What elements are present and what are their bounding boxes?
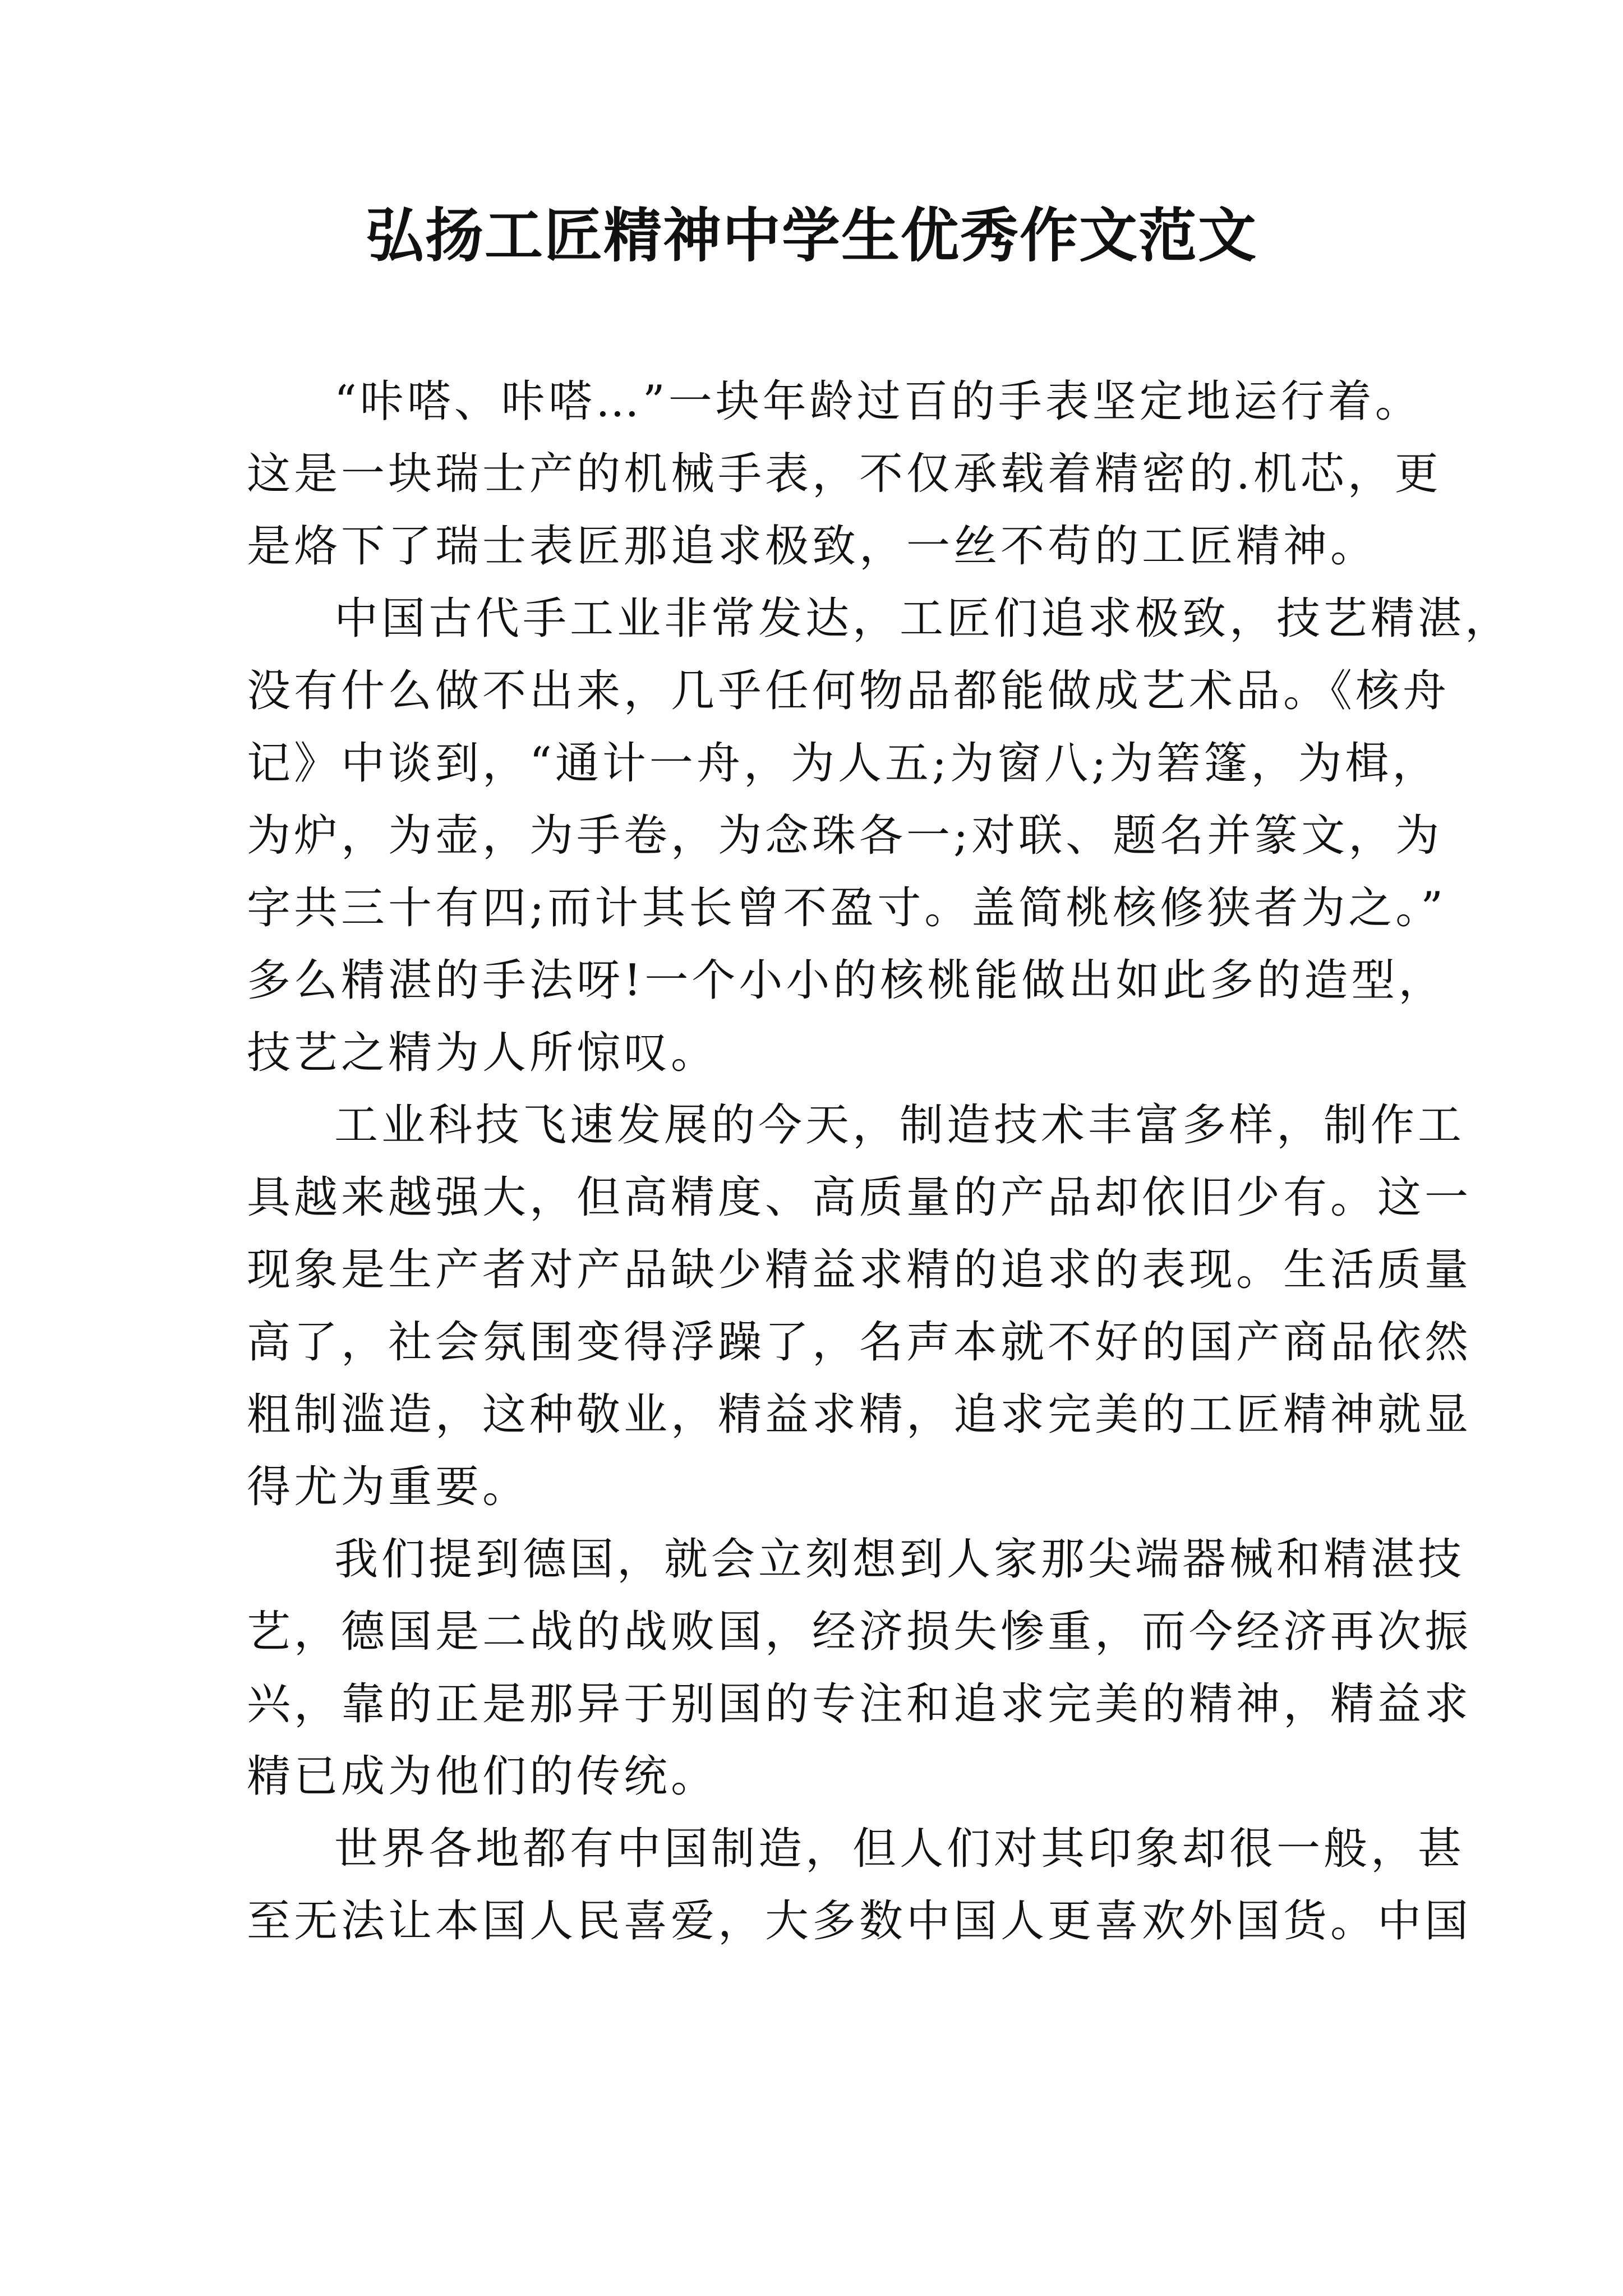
paragraph [247,1813,1472,1958]
text-line: 现象是生产者对产品缺少精益求精的追求的表现。生活质量 [247,1245,1472,1295]
text-line: 是烙下了瑞士表匠那追求极致，一丝不苟的工匠精神。 [247,521,1378,572]
text-line: 得尤为重要。 [247,1462,530,1512]
paragraph [247,583,1513,1089]
text-line: 具越来越强大，但高精度、高质量的产品却依旧少有。这一 [247,1172,1472,1223]
text-line: 技艺之精为人所惊叹。 [247,1028,718,1078]
document-body [247,366,1513,1958]
text-line: 中国古代手工业非常发达，工匠们追求极致，技艺精湛， [334,593,1513,644]
paragraph [247,1089,1472,1524]
text-line: 世界各地都有中国制造，但人们对其印象却很一般，甚 [334,1824,1465,1874]
paragraph [247,1524,1472,1813]
text-line: 兴，靠的正是那异于别国的专注和追求完美的精神，精益求 [247,1679,1472,1729]
text-line: 没有什么做不出来，几乎任何物品都能做成艺术品。《核舟 [247,666,1450,716]
text-line: 艺，德国是二战的战败国，经济损失惨重，而今经济再次振 [247,1607,1472,1657]
document-title: 弘扬工匠精神中学生优秀作文范文 [365,201,1257,270]
text-line: 高了，社会氛围变得浮躁了，名声本就不好的国产商品依然 [247,1317,1472,1368]
paragraph [247,366,1442,583]
text-line: 为炉，为壶，为手卷，为念珠各一;对联、题名并篆文，为 [247,811,1443,861]
text-line: 精已成为他们的传统。 [247,1751,718,1802]
text-line: 多么精湛的手法呀!一个小小的核桃能做出如此多的造型， [247,955,1446,1006]
text-line: 字共三十有四;而计其长曾不盈寸。盖简桃核修狭者为之。” [247,883,1447,933]
text-line: 至无法让本国人民喜爱，大多数中国人更喜欢外国货。中国 [247,1896,1472,1947]
text-line: 这是一块瑞士产的机械手表，不仅承载着精密的.机芯，更 [247,449,1442,499]
text-line: 粗制滥造，这种敬业，精益求精，追求完美的工匠精神就显 [247,1389,1472,1440]
text-line: “咔嗒、咔嗒…”一块年龄过百的手表坚定地运行着。 [334,376,1422,427]
text-line: 记》中谈到，“通计一舟，为人五;为窗八;为箬篷，为楫， [247,738,1440,789]
text-line: 我们提到德国，就会立刻想到人家那尖端器械和精湛技 [334,1534,1465,1585]
text-line: 工业科技飞速发展的今天，制造技术丰富多样，制作工 [334,1100,1465,1151]
